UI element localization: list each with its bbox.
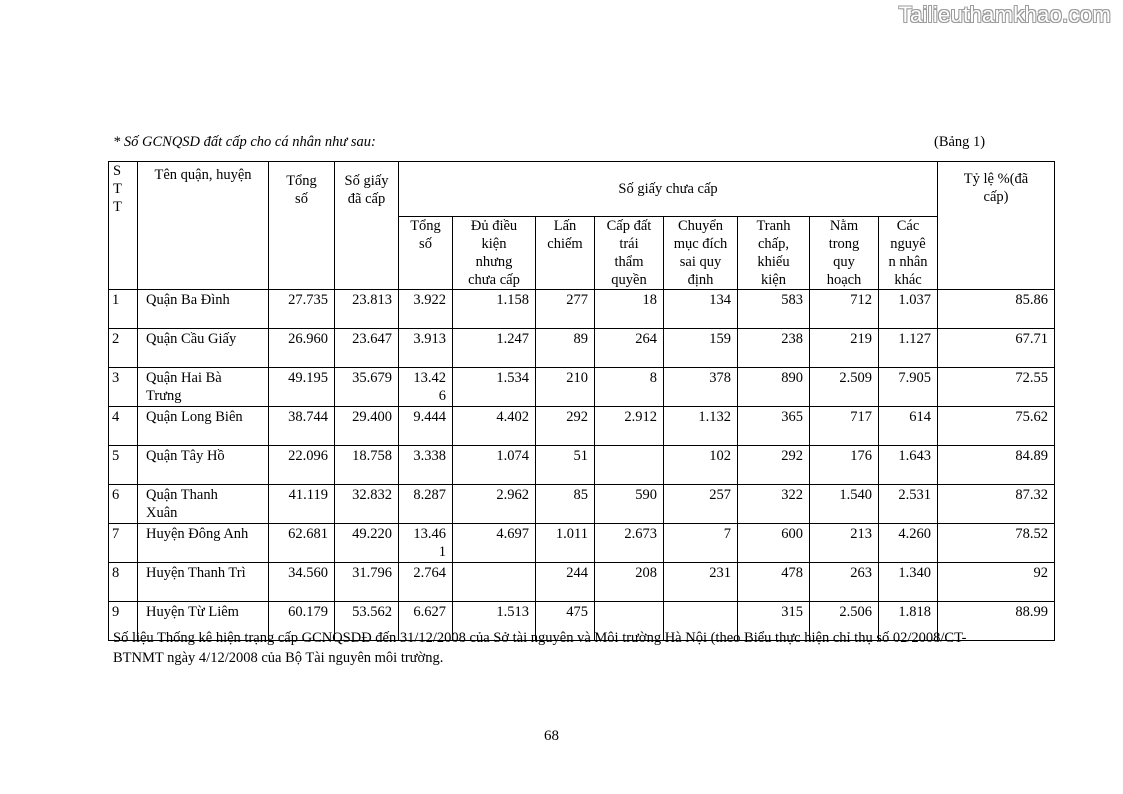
subheader-line: khác bbox=[894, 272, 922, 288]
cell-other-reasons: 4.260 bbox=[879, 524, 938, 563]
cell-encroachment: 210 bbox=[536, 368, 595, 407]
cell-stt: 3 bbox=[109, 368, 138, 407]
subheader-line: chiếm bbox=[547, 236, 583, 252]
cell-eligible-not-issued: 4.402 bbox=[453, 407, 536, 446]
cell-district bbox=[138, 485, 269, 524]
cell-total: 22.096 bbox=[269, 446, 335, 485]
cell-encroachment: 292 bbox=[536, 407, 595, 446]
cell-district bbox=[138, 368, 269, 407]
table-row bbox=[109, 368, 1055, 407]
cell-district bbox=[138, 446, 269, 485]
cell-other-reasons: 1.643 bbox=[879, 446, 938, 485]
cell-issued: 18.758 bbox=[335, 446, 399, 485]
header-district bbox=[138, 162, 269, 290]
cell-not-issued-total-line: 3.338 bbox=[413, 448, 446, 464]
cell-district-line: Huyện Từ Liêm bbox=[146, 604, 239, 620]
cell-wrong-purpose: 7 bbox=[664, 524, 738, 563]
cell-stt: 6 bbox=[109, 485, 138, 524]
subheader-line: khiếu bbox=[757, 254, 790, 270]
cell-wrong-purpose: 231 bbox=[664, 563, 738, 602]
cell-other-reasons: 1.818 bbox=[879, 602, 938, 641]
cell-other-reasons: 1.127 bbox=[879, 329, 938, 368]
cell-other-reasons: 7.905 bbox=[879, 368, 938, 407]
cell-in-planning: 263 bbox=[810, 563, 879, 602]
cell-dispute: 890 bbox=[738, 368, 810, 407]
cell-in-planning: 2.509 bbox=[810, 368, 879, 407]
cell-wrong-purpose: 102 bbox=[664, 446, 738, 485]
cell-other-reasons: 1.340 bbox=[879, 563, 938, 602]
subheader-line: trái bbox=[619, 236, 639, 252]
cell-issued: 31.796 bbox=[335, 563, 399, 602]
cell-wrong-authority: 18 bbox=[595, 290, 664, 329]
cell-in-planning: 712 bbox=[810, 290, 879, 329]
subheader-line: nguyê bbox=[890, 236, 926, 252]
cell-total: 27.735 bbox=[269, 290, 335, 329]
cell-stt: 9 bbox=[109, 602, 138, 641]
cell-percent-issued: 72.55 bbox=[938, 368, 1055, 407]
cell-issued: 32.832 bbox=[335, 485, 399, 524]
subheader-total bbox=[399, 217, 453, 290]
cell-total: 62.681 bbox=[269, 524, 335, 563]
cell-dispute: 478 bbox=[738, 563, 810, 602]
cell-wrong-purpose: 257 bbox=[664, 485, 738, 524]
cell-wrong-authority bbox=[595, 446, 664, 485]
cell-total: 60.179 bbox=[269, 602, 335, 641]
cell-dispute: 583 bbox=[738, 290, 810, 329]
subheader-line: quyền bbox=[611, 272, 647, 288]
cell-wrong-authority: 8 bbox=[595, 368, 664, 407]
header-percent-issued bbox=[938, 162, 1055, 290]
cell-not-issued-total-line: 13.42 bbox=[413, 370, 446, 386]
subheader-wrong-purpose bbox=[664, 217, 738, 290]
subheader-line: nhưng bbox=[475, 254, 513, 270]
cell-percent-issued: 75.62 bbox=[938, 407, 1055, 446]
header-not-issued-label: Số giấy chưa cấp bbox=[618, 181, 718, 197]
cell-district-line: Quận Ba Đình bbox=[146, 292, 230, 308]
cell-dispute: 365 bbox=[738, 407, 810, 446]
subheader-line: Lấn bbox=[553, 218, 577, 234]
subheader-line: thẩm bbox=[614, 254, 644, 270]
subheader-line: định bbox=[687, 272, 714, 288]
cell-total: 38.744 bbox=[269, 407, 335, 446]
header-total bbox=[269, 162, 335, 290]
subheader-line: kiện bbox=[761, 272, 786, 288]
table-row bbox=[109, 563, 1055, 602]
cell-district-line: Huyện Thanh Trì bbox=[146, 565, 246, 581]
cell-not-issued-total bbox=[399, 524, 453, 563]
cell-eligible-not-issued: 1.074 bbox=[453, 446, 536, 485]
subheader-line: chưa cấp bbox=[468, 272, 520, 288]
table-row bbox=[109, 329, 1055, 368]
cell-encroachment: 89 bbox=[536, 329, 595, 368]
header-not-issued bbox=[399, 162, 938, 217]
cell-district bbox=[138, 329, 269, 368]
header-issued-line: đã cấp bbox=[347, 191, 386, 207]
cell-not-issued-total bbox=[399, 407, 453, 446]
cell-percent-issued: 84.89 bbox=[938, 446, 1055, 485]
subheader-line: Tổng bbox=[410, 218, 441, 234]
table-row bbox=[109, 290, 1055, 329]
cell-encroachment: 475 bbox=[536, 602, 595, 641]
table-row bbox=[109, 485, 1055, 524]
cell-in-planning: 176 bbox=[810, 446, 879, 485]
cell-dispute: 322 bbox=[738, 485, 810, 524]
cell-district-line: Xuân bbox=[146, 505, 178, 521]
subheader-line: Tranh bbox=[756, 218, 791, 234]
subheader-line: kiện bbox=[481, 236, 507, 252]
cell-issued: 53.562 bbox=[335, 602, 399, 641]
cell-in-planning: 2.506 bbox=[810, 602, 879, 641]
cell-not-issued-total bbox=[399, 368, 453, 407]
subheader-line: quy bbox=[833, 254, 855, 270]
cell-not-issued-total-line: 1 bbox=[438, 544, 446, 560]
subheader-line: Cấp đất bbox=[606, 218, 652, 234]
cell-total: 49.195 bbox=[269, 368, 335, 407]
subheader-line: số bbox=[419, 236, 432, 252]
cell-percent-issued: 87.32 bbox=[938, 485, 1055, 524]
cell-wrong-authority: 590 bbox=[595, 485, 664, 524]
cell-district-line: Quận Cầu Giấy bbox=[146, 331, 237, 347]
cell-district bbox=[138, 290, 269, 329]
header-stt-line: S bbox=[113, 163, 122, 179]
cell-not-issued-total-line: 8.287 bbox=[413, 487, 446, 503]
source-note: Số liệu Thống kê hiện trạng cấp GCNQSDĐ đến 31/12/2008 của Sở tài nguyên và Môi trường Hà Nội (theo Biểu thực hiện chỉ thụ số 02/2008/CT-BTNMT ngày 4/12/2008 của Bộ Tài nguyên môi trường. bbox=[113, 630, 967, 666]
header-total-line: số bbox=[295, 191, 308, 207]
header-issued bbox=[335, 162, 399, 290]
cell-eligible-not-issued: 1.158 bbox=[453, 290, 536, 329]
cell-wrong-purpose: 378 bbox=[664, 368, 738, 407]
cell-in-planning: 213 bbox=[810, 524, 879, 563]
cell-dispute: 600 bbox=[738, 524, 810, 563]
cell-stt: 7 bbox=[109, 524, 138, 563]
cell-wrong-authority: 2.912 bbox=[595, 407, 664, 446]
subheader-encroachment bbox=[536, 217, 595, 290]
header-stt-line: T bbox=[113, 199, 122, 215]
header-stt-line: T bbox=[113, 181, 122, 197]
cell-total: 34.560 bbox=[269, 563, 335, 602]
cell-in-planning: 219 bbox=[810, 329, 879, 368]
cell-dispute: 238 bbox=[738, 329, 810, 368]
watermark-text: Tailieuthamkhao.com bbox=[898, 2, 1111, 27]
subheader-line: Chuyển bbox=[677, 218, 724, 234]
certificate-table bbox=[108, 161, 1055, 641]
cell-eligible-not-issued: 1.534 bbox=[453, 368, 536, 407]
header-percent-line: Tỷ lệ %(đã bbox=[963, 171, 1029, 187]
subheader-wrong-authority bbox=[595, 217, 664, 290]
cell-issued: 49.220 bbox=[335, 524, 399, 563]
cell-percent-issued: 88.99 bbox=[938, 602, 1055, 641]
table-row bbox=[109, 446, 1055, 485]
cell-district bbox=[138, 407, 269, 446]
cell-issued: 23.813 bbox=[335, 290, 399, 329]
cell-stt: 5 bbox=[109, 446, 138, 485]
subheader-line: mục đích bbox=[673, 236, 728, 252]
cell-wrong-purpose: 134 bbox=[664, 290, 738, 329]
cell-wrong-authority: 208 bbox=[595, 563, 664, 602]
cell-eligible-not-issued: 2.962 bbox=[453, 485, 536, 524]
cell-wrong-purpose: 159 bbox=[664, 329, 738, 368]
table-row bbox=[109, 524, 1055, 563]
cell-district bbox=[138, 563, 269, 602]
subheader-in-planning bbox=[810, 217, 879, 290]
header-issued-line: Số giấy bbox=[344, 173, 389, 189]
page-number: 68 bbox=[544, 728, 559, 744]
cell-not-issued-total bbox=[399, 485, 453, 524]
cell-district-line: Quận Hai Bà bbox=[146, 370, 222, 386]
cell-dispute: 292 bbox=[738, 446, 810, 485]
cell-total: 41.119 bbox=[269, 485, 335, 524]
cell-encroachment: 244 bbox=[536, 563, 595, 602]
cell-wrong-purpose: 1.132 bbox=[664, 407, 738, 446]
cell-in-planning: 717 bbox=[810, 407, 879, 446]
cell-stt: 4 bbox=[109, 407, 138, 446]
cell-stt: 8 bbox=[109, 563, 138, 602]
cell-percent-issued: 78.52 bbox=[938, 524, 1055, 563]
subheader-dispute bbox=[738, 217, 810, 290]
cell-eligible-not-issued bbox=[453, 563, 536, 602]
cell-not-issued-total-line: 6 bbox=[438, 388, 446, 404]
cell-not-issued-total-line: 9.444 bbox=[413, 409, 446, 425]
cell-percent-issued: 85.86 bbox=[938, 290, 1055, 329]
table-number: (Bảng 1) bbox=[934, 134, 986, 150]
subheader-line: n nhân bbox=[888, 254, 928, 270]
cell-not-issued-total-line: 2.764 bbox=[413, 565, 446, 581]
subheader-line: hoạch bbox=[826, 272, 862, 288]
cell-in-planning: 1.540 bbox=[810, 485, 879, 524]
cell-district-line: Trưng bbox=[146, 388, 182, 404]
cell-percent-issued: 67.71 bbox=[938, 329, 1055, 368]
cell-dispute: 315 bbox=[738, 602, 810, 641]
cell-not-issued-total bbox=[399, 446, 453, 485]
cell-not-issued-total-line: 6.627 bbox=[413, 604, 446, 620]
cell-stt: 2 bbox=[109, 329, 138, 368]
cell-issued: 23.647 bbox=[335, 329, 399, 368]
cell-district-line: Quận Tây Hồ bbox=[146, 448, 225, 464]
cell-encroachment: 51 bbox=[536, 446, 595, 485]
cell-district bbox=[138, 524, 269, 563]
cell-issued: 35.679 bbox=[335, 368, 399, 407]
cell-district-line: Quận Long Biên bbox=[146, 409, 243, 425]
cell-wrong-authority: 2.673 bbox=[595, 524, 664, 563]
cell-wrong-authority: 264 bbox=[595, 329, 664, 368]
subheader-line: Các bbox=[896, 218, 920, 234]
cell-total: 26.960 bbox=[269, 329, 335, 368]
subheader-eligible-not-issued bbox=[453, 217, 536, 290]
cell-issued: 29.400 bbox=[335, 407, 399, 446]
cell-eligible-not-issued: 1.247 bbox=[453, 329, 536, 368]
cell-encroachment: 277 bbox=[536, 290, 595, 329]
table-caption: * Số GCNQSD đất cấp cho cá nhân như sau: bbox=[113, 134, 376, 150]
cell-not-issued-total-line: 3.922 bbox=[413, 292, 446, 308]
cell-not-issued-total bbox=[399, 290, 453, 329]
table-body bbox=[109, 290, 1055, 641]
cell-eligible-not-issued: 1.513 bbox=[453, 602, 536, 641]
cell-other-reasons: 2.531 bbox=[879, 485, 938, 524]
cell-stt: 1 bbox=[109, 290, 138, 329]
cell-encroachment: 85 bbox=[536, 485, 595, 524]
header-district-label: Tên quận, huyện bbox=[154, 167, 252, 183]
cell-not-issued-total-line: 3.913 bbox=[413, 331, 446, 347]
cell-encroachment: 1.011 bbox=[536, 524, 595, 563]
cell-district-line: Huyện Đông Anh bbox=[146, 526, 249, 542]
cell-not-issued-total bbox=[399, 563, 453, 602]
header-percent-line: cấp) bbox=[983, 189, 1009, 205]
cell-other-reasons: 1.037 bbox=[879, 290, 938, 329]
cell-district-line: Quận Thanh bbox=[146, 487, 218, 503]
cell-not-issued-total bbox=[399, 329, 453, 368]
cell-other-reasons: 614 bbox=[879, 407, 938, 446]
subheader-line: Đủ điều bbox=[470, 218, 518, 234]
subheader-line: sai quy bbox=[679, 254, 722, 270]
cell-eligible-not-issued: 4.697 bbox=[453, 524, 536, 563]
subheader-other-reasons bbox=[879, 217, 938, 290]
subheader-line: trong bbox=[828, 236, 860, 252]
header-total-line: Tổng bbox=[286, 173, 317, 189]
table-row bbox=[109, 407, 1055, 446]
header-stt bbox=[109, 162, 138, 290]
subheader-line: chấp, bbox=[758, 236, 789, 252]
subheader-line: Nằm bbox=[829, 218, 859, 234]
cell-percent-issued: 92 bbox=[938, 563, 1055, 602]
cell-not-issued-total-line: 13.46 bbox=[413, 526, 446, 542]
